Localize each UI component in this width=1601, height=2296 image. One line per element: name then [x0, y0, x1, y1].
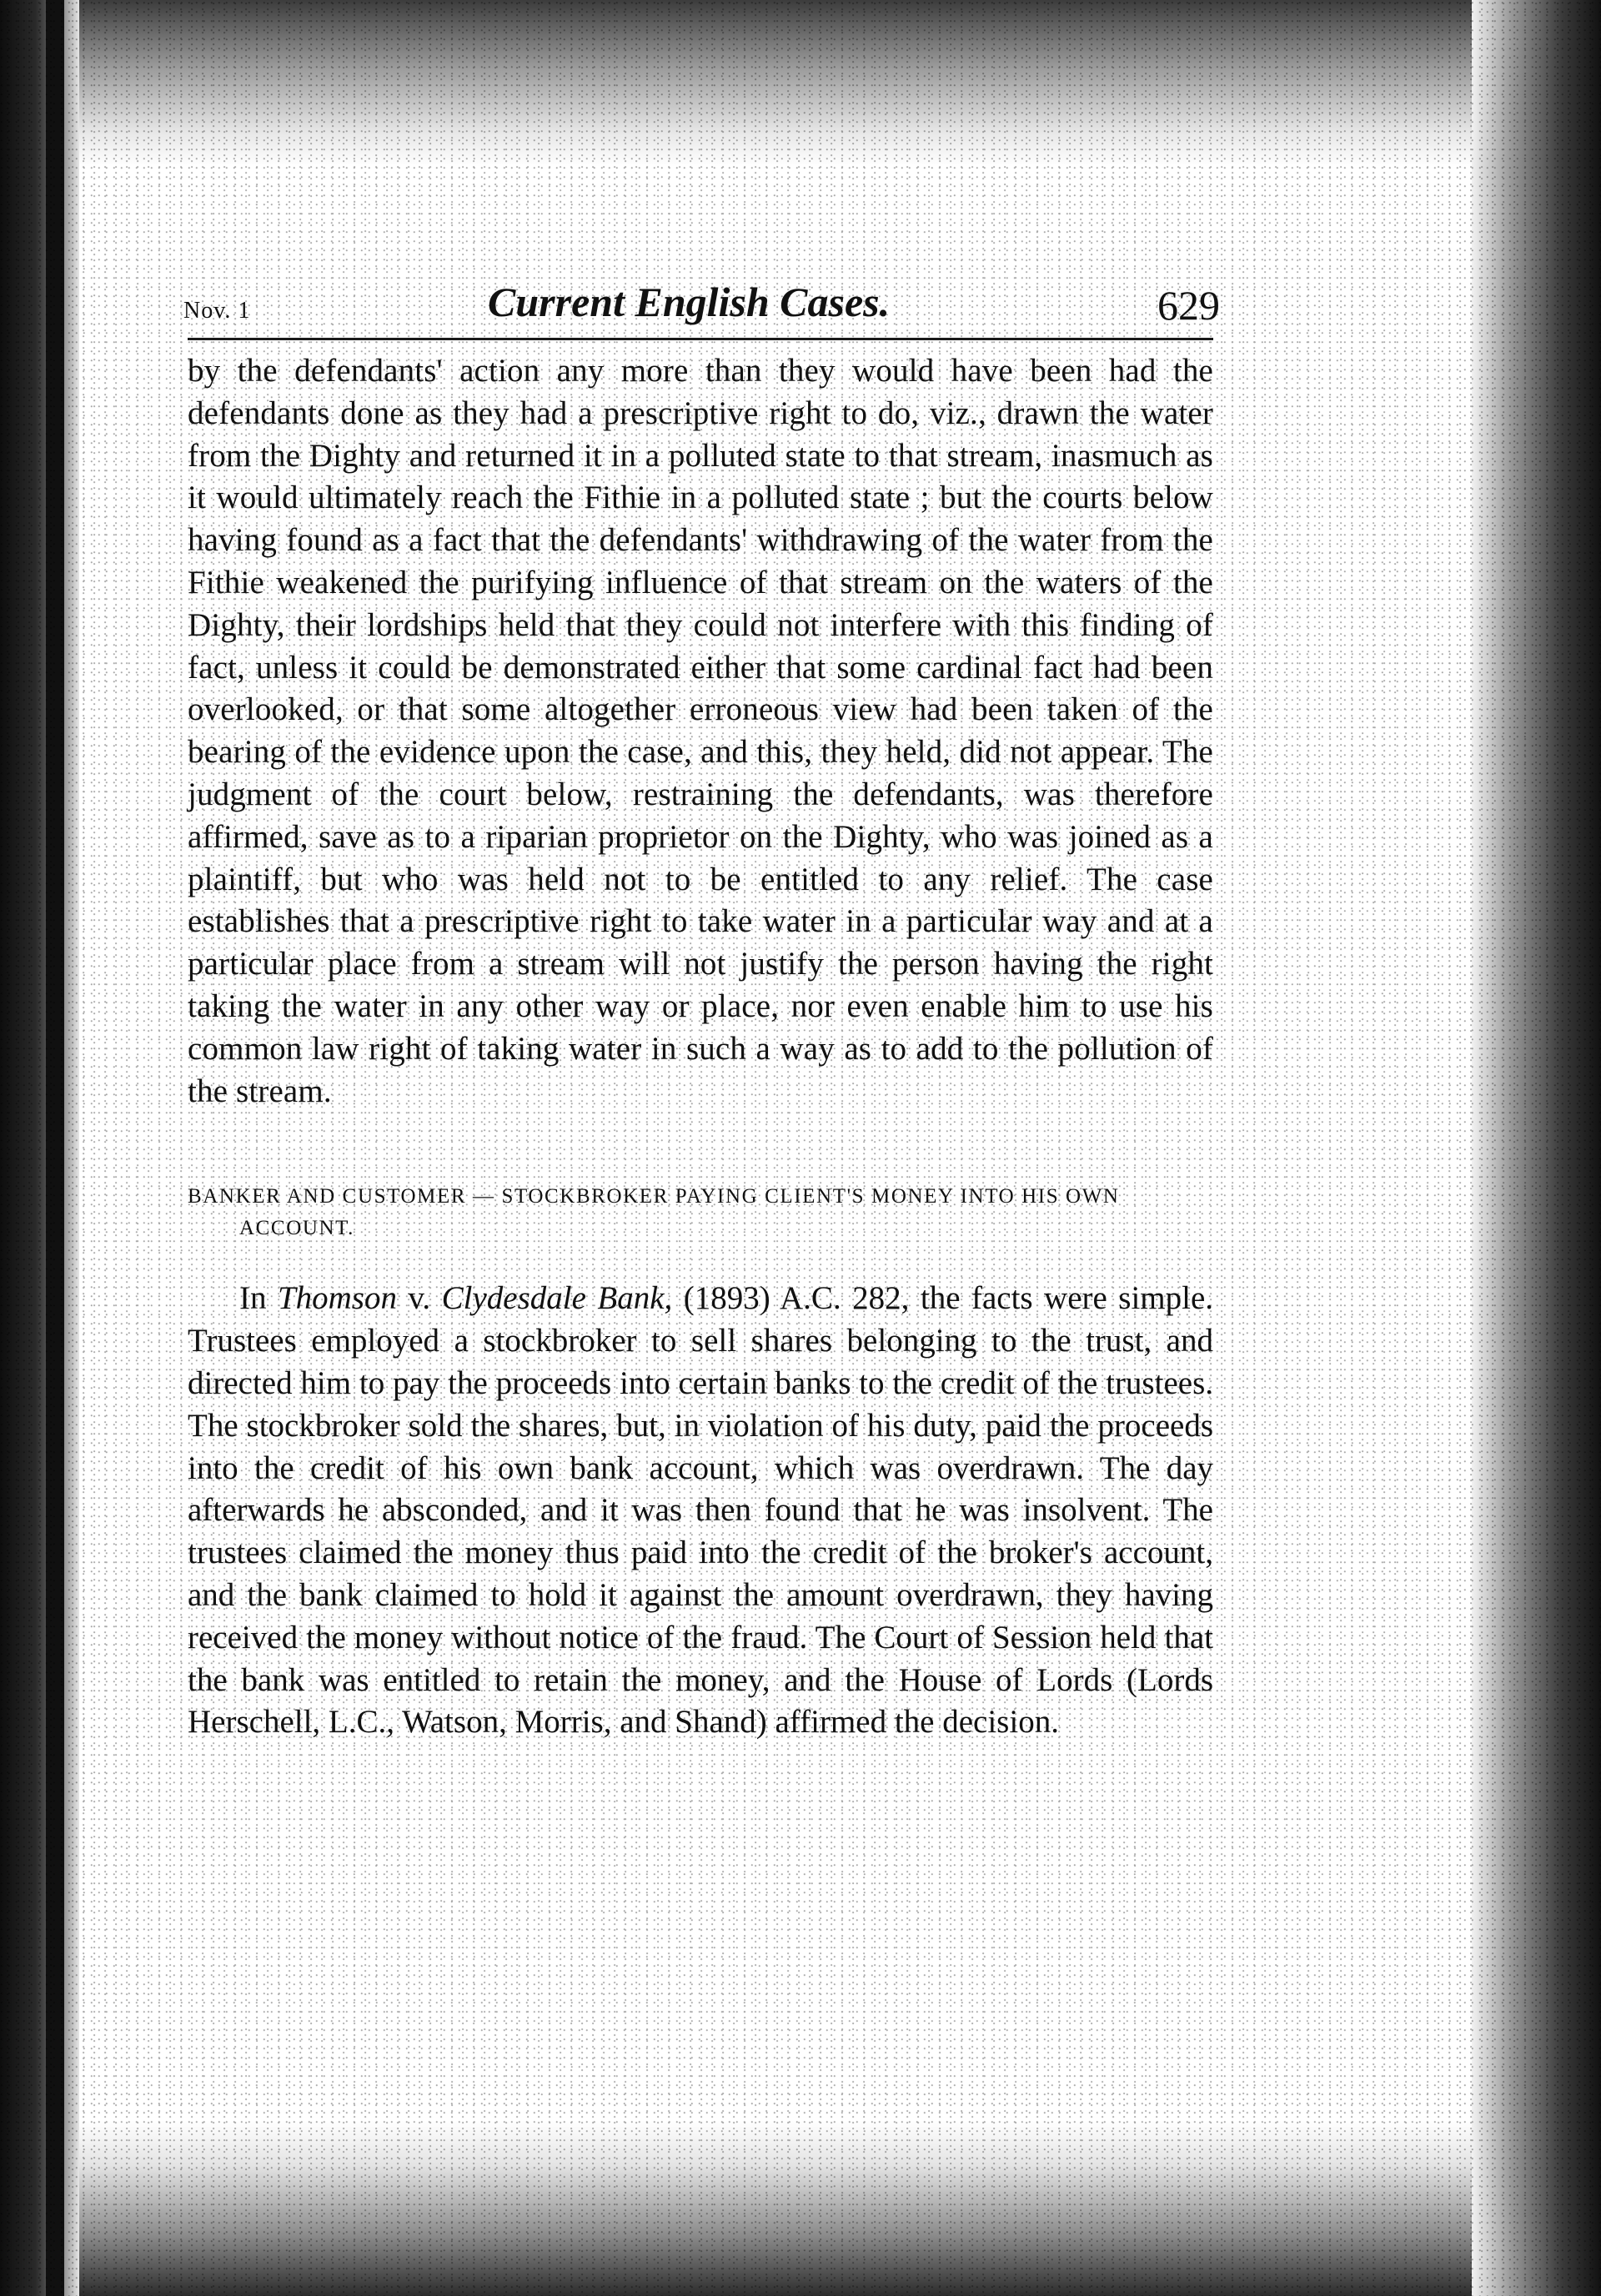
journal-section-title: Current English Cases.	[488, 279, 891, 325]
page-content	[183, 271, 1220, 1744]
case-paragraph-continued: by the defendants' action any more than they would have been had the defendants done as they had a prescriptive right to do, viz., drawn the water from the Dighty and returned it in a polluted state to that stream, inasmuch as it would ultimately reach the Fithie in a polluted state ; but the courts below having found as a fact that the defendants' withdrawing of the water from the Fithie weakened the purifying influence of that stream on the waters of the Dighty, their lordships held that they could not interfere with this finding of fact, unless it could be demonstrated either that some cardinal fact had been overlooked, or that some altogether erroneous view had been taken of the bearing of the evidence upon the case, and this, they held, did not appear. The judgment of the court below, restraining the defendants, was therefore affirmed, save as to a riparian proprietor on the Dighty, who was joined as a plaintiff, but who was held not to be entitled to any relief. The case establishes that a prescriptive right to take water in a particular way and at a particular place from a stream will not justify the person having the right taking the water in any other way or place, nor even enable him to use his common law right of taking water in such a way as to add to the pollution of the stream.	[188, 353, 1213, 1109]
section-heading	[188, 1181, 1213, 1244]
paragraph-lead: In	[239, 1280, 278, 1317]
paragraph-body: (1893) A.C. 282, the facts were simple. Trustees employed a stockbroker to sell shares belonging to the trust, and directed him to pay the proceeds into certain banks to the credit of the trustees. The stockbroker sold the shares, but, in violation of his duty, paid the proceeds into the credit of his own bank account, which was overdrawn. The day afterwards he absconded, and it was then found that he was insolvent. The trustees claimed the money thus paid into the credit of the broker's account, and the bank claimed to hold it against the amount overdrawn, they having received the money without notice of the fraud. The Court of Session held that the bank was entitled to retain the money, and the House of Lords (Lords Herschell, L.C., Watson, Morris, and Shand) affirmed the decision.	[188, 1280, 1214, 1741]
binding-edge	[46, 0, 64, 2296]
page-number: 629	[1157, 282, 1220, 329]
issue-date: Nov. 1	[183, 298, 251, 324]
section-heading-line-2: ACCOUNT.	[239, 1217, 355, 1240]
scan-shadow-top	[0, 0, 1601, 167]
running-head	[183, 271, 1220, 340]
section-heading-line-1: BANKER AND CUSTOMER — STOCKBROKER PAYING CLIENT'S MONEY INTO HIS OWN	[188, 1185, 1120, 1208]
scan-shadow-left	[0, 0, 79, 2296]
scan-shadow-right	[1472, 0, 1601, 2296]
case-party-b: Clydesdale Bank,	[441, 1280, 673, 1317]
case-paragraph-banker	[188, 1278, 1213, 1744]
case-versus: v.	[397, 1280, 442, 1317]
case-party-a: Thomson	[277, 1280, 397, 1317]
scan-shadow-bottom	[0, 2121, 1601, 2296]
